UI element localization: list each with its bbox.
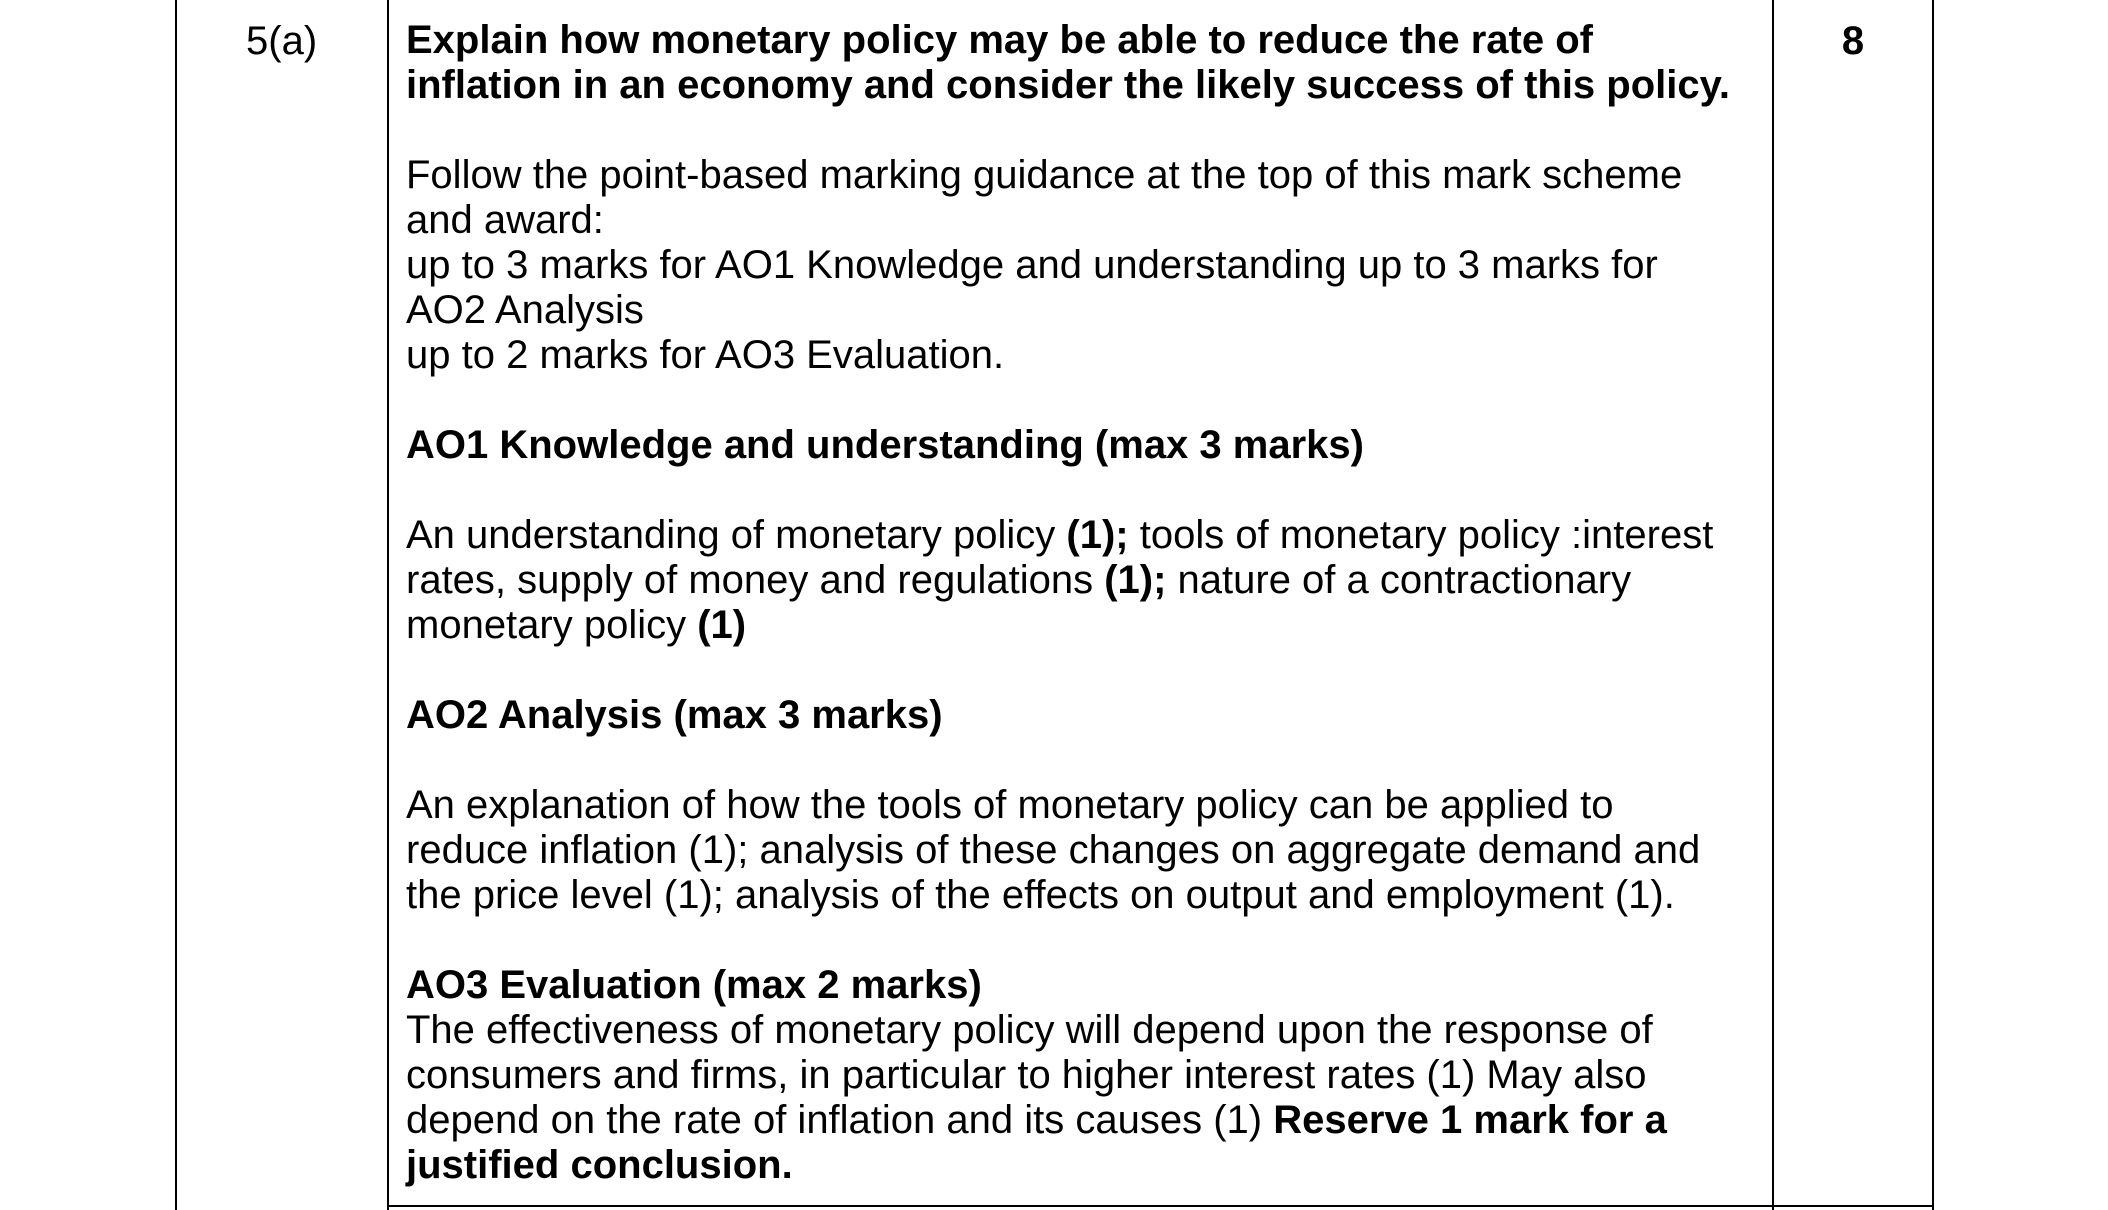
table-divider-marks: [1772, 0, 1774, 1210]
ao2-heading: AO2 Analysis (max 3 marks): [406, 693, 943, 737]
guidance-line-1: Follow the point-based marking guidance at the top of this mark scheme and award:: [406, 153, 1683, 242]
guidance-line-3: up to 2 marks for AO3 Evaluation.: [406, 333, 1005, 377]
question-prompt: Explain how monetary policy may be able to reduce the rate of inflation in an economy and consider the likely success of this policy.: [406, 18, 1731, 107]
mark-scheme-content: [406, 18, 1736, 1188]
table-border-right: [1932, 0, 1934, 1210]
ao2-text: An explanation of how the tools of monetary policy can be applied to reduce inflation (1); analysis of these changes on aggregate demand and the price level (1); analysis of the effects on output and employment (1).: [406, 783, 1701, 917]
question-marks: 8: [1841, 19, 1865, 63]
table-row-bottom-border: [387, 1205, 1934, 1207]
table-divider-question-number: [387, 0, 389, 1210]
ao3-text: The effectiveness of monetary policy will depend upon the response of consumers and firms, in particular to higher interest rates (1) May also depend on the rate of inflation and its causes (1) Reserve 1 mark for a justified conclusion.: [406, 1008, 1667, 1187]
question-number: 5(a): [246, 19, 318, 63]
guidance-line-2: up to 3 marks for AO1 Knowledge and understanding up to 3 marks for AO2 Analysis: [406, 243, 1658, 332]
ao3-heading: AO3 Evaluation (max 2 marks): [406, 963, 982, 1007]
ao1-heading: AO1 Knowledge and understanding (max 3 marks): [406, 423, 1364, 467]
table-border-left: [175, 0, 177, 1210]
ao1-text: An understanding of monetary policy (1); tools of monetary policy :interest rates, supply of money and regulations (1); nature of a contractionary monetary policy (1): [406, 513, 1714, 647]
